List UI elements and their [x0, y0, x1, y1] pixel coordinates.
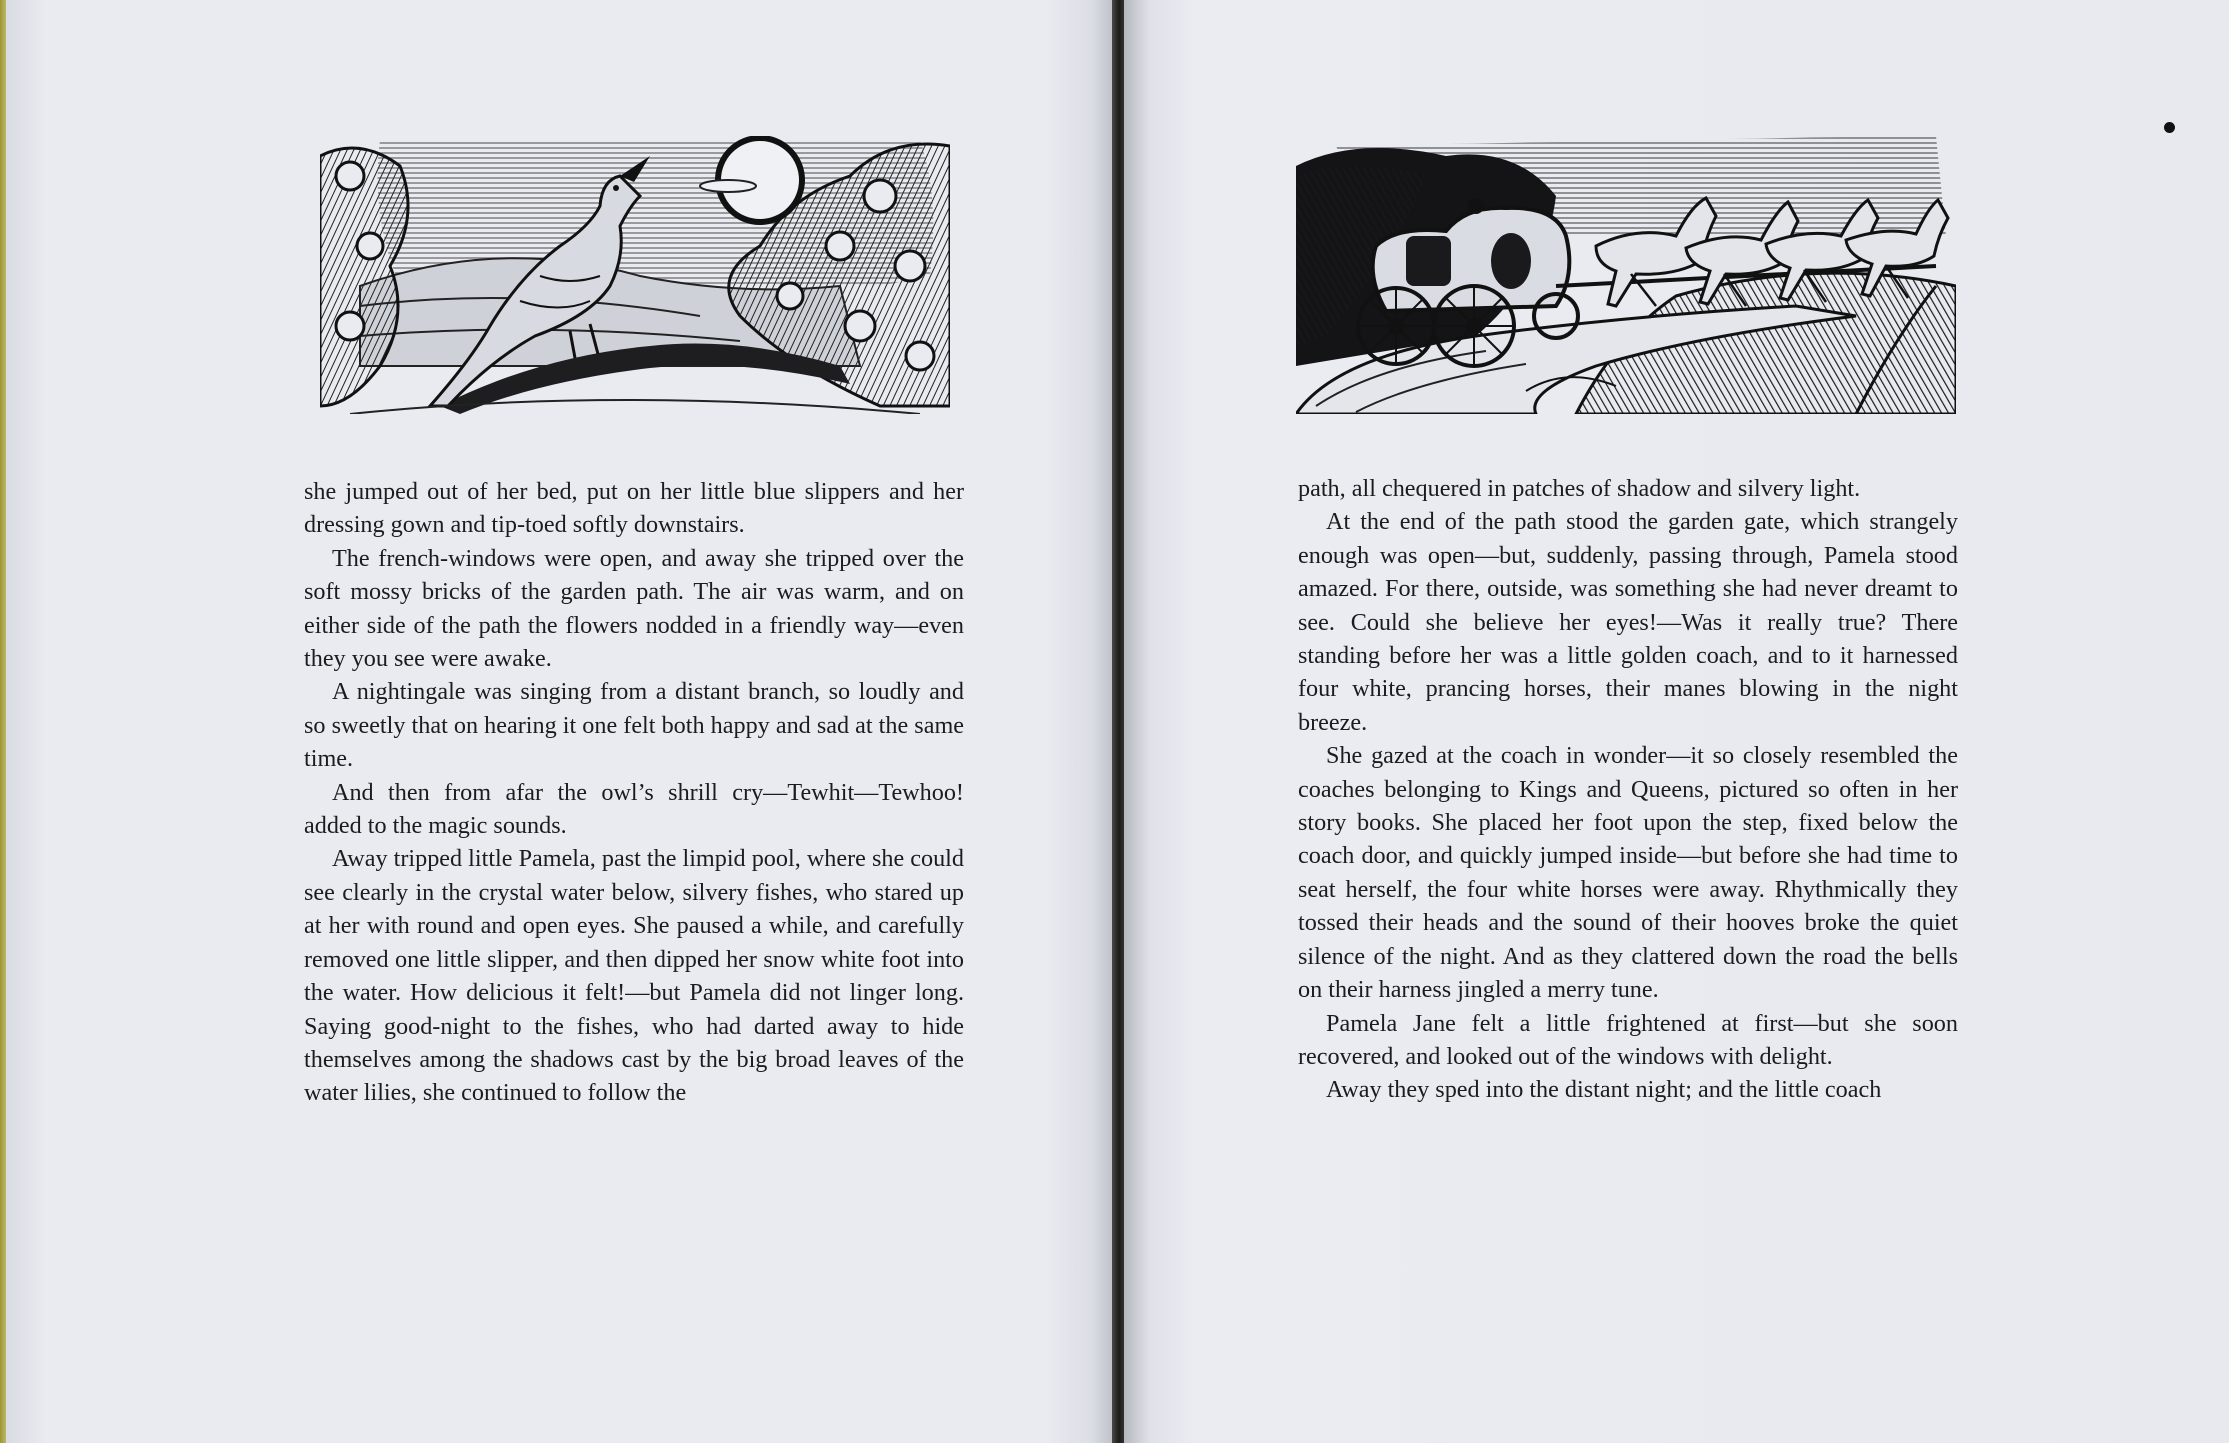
paragraph: The french-windows were open, and away she tripped over the soft mossy bricks of the garden path. The air was warm, and on either side of the path the flowers nodded in a friendly way—even they you see were awake.: [304, 544, 964, 673]
paragraph: Away they sped into the distant night; and the little coach: [1326, 1076, 1882, 1104]
coach-illustration-svg: [1296, 136, 1956, 414]
paragraph: path, all chequered in patches of shadow and silvery light.: [1298, 475, 1861, 502]
nightingale-illustration-svg: [320, 136, 950, 414]
right-page: [1124, 0, 2229, 1443]
paragraph: she jumped out of her bed, put on her little blue slippers and her dressing gown and tip-toed softly downstairs.: [304, 478, 964, 539]
left-page: [6, 0, 1118, 1443]
coach-and-horses-illustration: [1296, 136, 1956, 414]
left-page-text: [304, 475, 964, 1110]
right-page-text: [1298, 472, 1958, 1107]
nightingale-illustration: [320, 136, 950, 414]
paragraph: Away tripped little Pamela, past the limpid pool, where she could see clearly in the crystal water below, silvery fishes, who stared up at her with round and open eyes. She paused a while, and carefully removed one little slipper, and then dipped her snow white foot into the water. How delicious it felt!—but Pamela did not linger long. Saying good-night to the fishes, who had darted away to hide themselves among the shadows cast by the big broad leaves of the water lilies, she continued to follow the: [304, 845, 964, 1107]
paragraph: At the end of the path stood the garden gate, which strangely enough was open—but, suddenly, passing through, Pamela stood amazed. For there, outside, was something she had never dreamt to see. Could she believe her eyes!—Was it really true? There standing before her was a little golden coach, and to it harnessed four white, prancing horses, their manes blowing in the night breeze.: [1298, 508, 1958, 736]
ink-spot: [2164, 122, 2175, 133]
paragraph: And then from afar the owl’s shrill cry—Tewhit—Tewhoo! added to the magic sounds.: [304, 778, 964, 840]
paragraph: A nightingale was singing from a distant branch, so loudly and so sweetly that on hearing it one felt both happy and sad at the same time.: [304, 678, 964, 773]
paragraph: She gazed at the coach in wonder—it so closely resembled the coaches belonging to Kings and Queens, pictured so often in her story books. She placed her foot upon the step, fixed below the coach door, and quickly jumped inside—but before she had time to seat herself, the four white horses were away. Rhythmically they tossed their heads and the sound of their hooves broke the quiet silence of the night. And as they clattered down the road the bells on their harness jingled a merry tune.: [1298, 742, 1958, 1004]
paragraph: Pamela Jane felt a little frightened at first—but she soon recovered, and looked out of the windows with delight.: [1298, 1009, 1958, 1070]
